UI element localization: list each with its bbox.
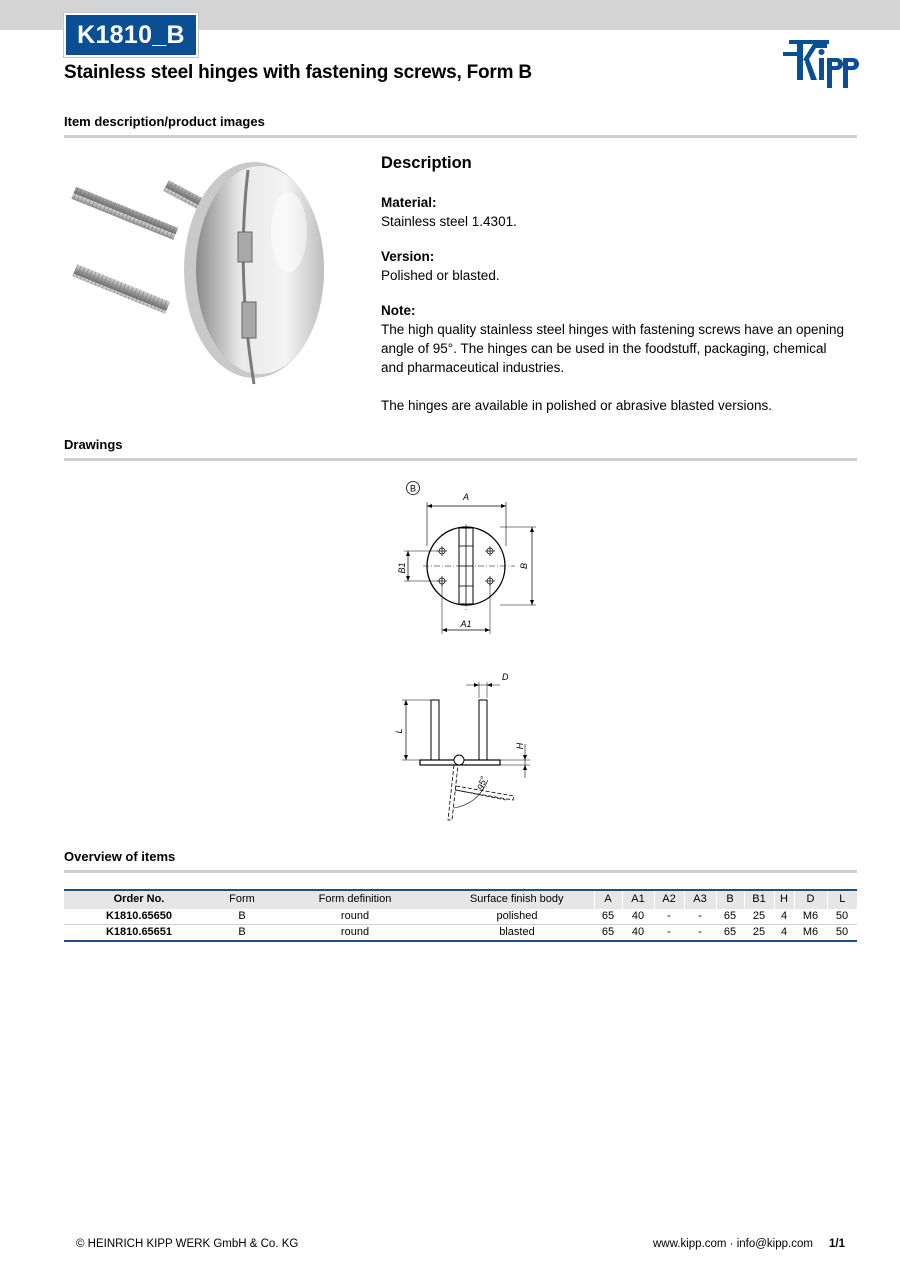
section-divider	[64, 870, 857, 873]
section-divider	[64, 458, 857, 461]
table-cell: -	[654, 925, 684, 942]
order-number-cell: K1810.65650	[64, 909, 214, 925]
column-header: A	[594, 890, 622, 909]
table-cell: 40	[622, 925, 654, 942]
drawing-side-view	[388, 668, 538, 828]
dim-label-d: D	[502, 672, 509, 682]
table-cell: round	[270, 925, 440, 942]
column-header: Order No.	[64, 890, 214, 909]
table-cell: blasted	[440, 925, 594, 942]
angle-label: 95°	[475, 775, 490, 792]
table-cell: M6	[794, 909, 827, 925]
dim-label-l: L	[394, 728, 404, 734]
column-header: Form	[214, 890, 270, 909]
table-cell: 50	[827, 925, 857, 942]
table-header-row	[64, 890, 857, 909]
column-header: Surface finish body	[440, 890, 594, 909]
column-header: D	[794, 890, 827, 909]
note-label: Note:	[381, 303, 416, 318]
column-header: B	[716, 890, 744, 909]
product-photo	[64, 152, 324, 398]
footer-copyright: © HEINRICH KIPP WERK GmbH & Co. KG	[76, 1238, 299, 1250]
table-cell: B	[214, 909, 270, 925]
table-cell: polished	[440, 909, 594, 925]
table-row	[64, 909, 857, 925]
dim-label-a: A	[462, 492, 470, 502]
section-heading-drawings: Drawings	[64, 437, 123, 452]
note-text: The high quality stainless steel hinges with fastening screws have an opening angle of 95°. The hinges can be used in the foodstuff, packaging, chemical and pharmaceutical industries.	[381, 322, 845, 375]
dim-label-b: B	[519, 562, 529, 570]
version-label: Version:	[381, 249, 435, 264]
material-value: Stainless steel 1.4301.	[381, 214, 517, 229]
dim-label-a1: A1	[460, 619, 472, 629]
table-cell: -	[684, 909, 716, 925]
version-value: Polished or blasted.	[381, 268, 500, 283]
table-cell: 65	[716, 925, 744, 942]
table-cell: 65	[594, 909, 622, 925]
page-title: Stainless steel hinges with fastening screws, Form B	[64, 62, 532, 83]
order-number-cell: K1810.65651	[64, 925, 214, 942]
section-heading-overview: Overview of items	[64, 849, 176, 864]
section-divider	[64, 135, 857, 138]
table-cell: round	[270, 909, 440, 925]
table-cell: B	[214, 925, 270, 942]
column-header: Form definition	[270, 890, 440, 909]
section-heading-item-description: Item description/product images	[64, 114, 265, 129]
table-cell: 25	[744, 909, 774, 925]
column-header: H	[774, 890, 794, 909]
form-marker-label: B	[409, 483, 417, 494]
table-cell: -	[684, 925, 716, 942]
column-header: A1	[622, 890, 654, 909]
column-header: L	[827, 890, 857, 909]
table-cell: 50	[827, 909, 857, 925]
table-cell: -	[654, 909, 684, 925]
drawing-top-view	[390, 478, 550, 638]
dim-label-h: H	[515, 742, 525, 750]
table-cell: 65	[594, 925, 622, 942]
dim-label-b1: B1	[397, 562, 407, 574]
footer-contact-link[interactable]: www.kipp.com · info@kipp.com	[653, 1238, 813, 1250]
kipp-logo	[783, 38, 859, 92]
note-text-availability: The hinges are available in polished or abrasive blasted versions.	[381, 398, 772, 413]
product-code-badge: K1810_B	[64, 13, 198, 57]
material-label: Material:	[381, 195, 437, 210]
column-header: A3	[684, 890, 716, 909]
column-header: B1	[744, 890, 774, 909]
table-cell: 4	[774, 925, 794, 942]
description-heading: Description	[381, 154, 472, 172]
items-table	[64, 889, 857, 942]
table-cell: M6	[794, 925, 827, 942]
page-number: 1/1	[829, 1238, 845, 1250]
table-row	[64, 925, 857, 942]
table-cell: 65	[716, 909, 744, 925]
table-cell: 25	[744, 925, 774, 942]
description-block	[381, 150, 851, 415]
table-cell: 4	[774, 909, 794, 925]
table-cell: 40	[622, 909, 654, 925]
column-header: A2	[654, 890, 684, 909]
